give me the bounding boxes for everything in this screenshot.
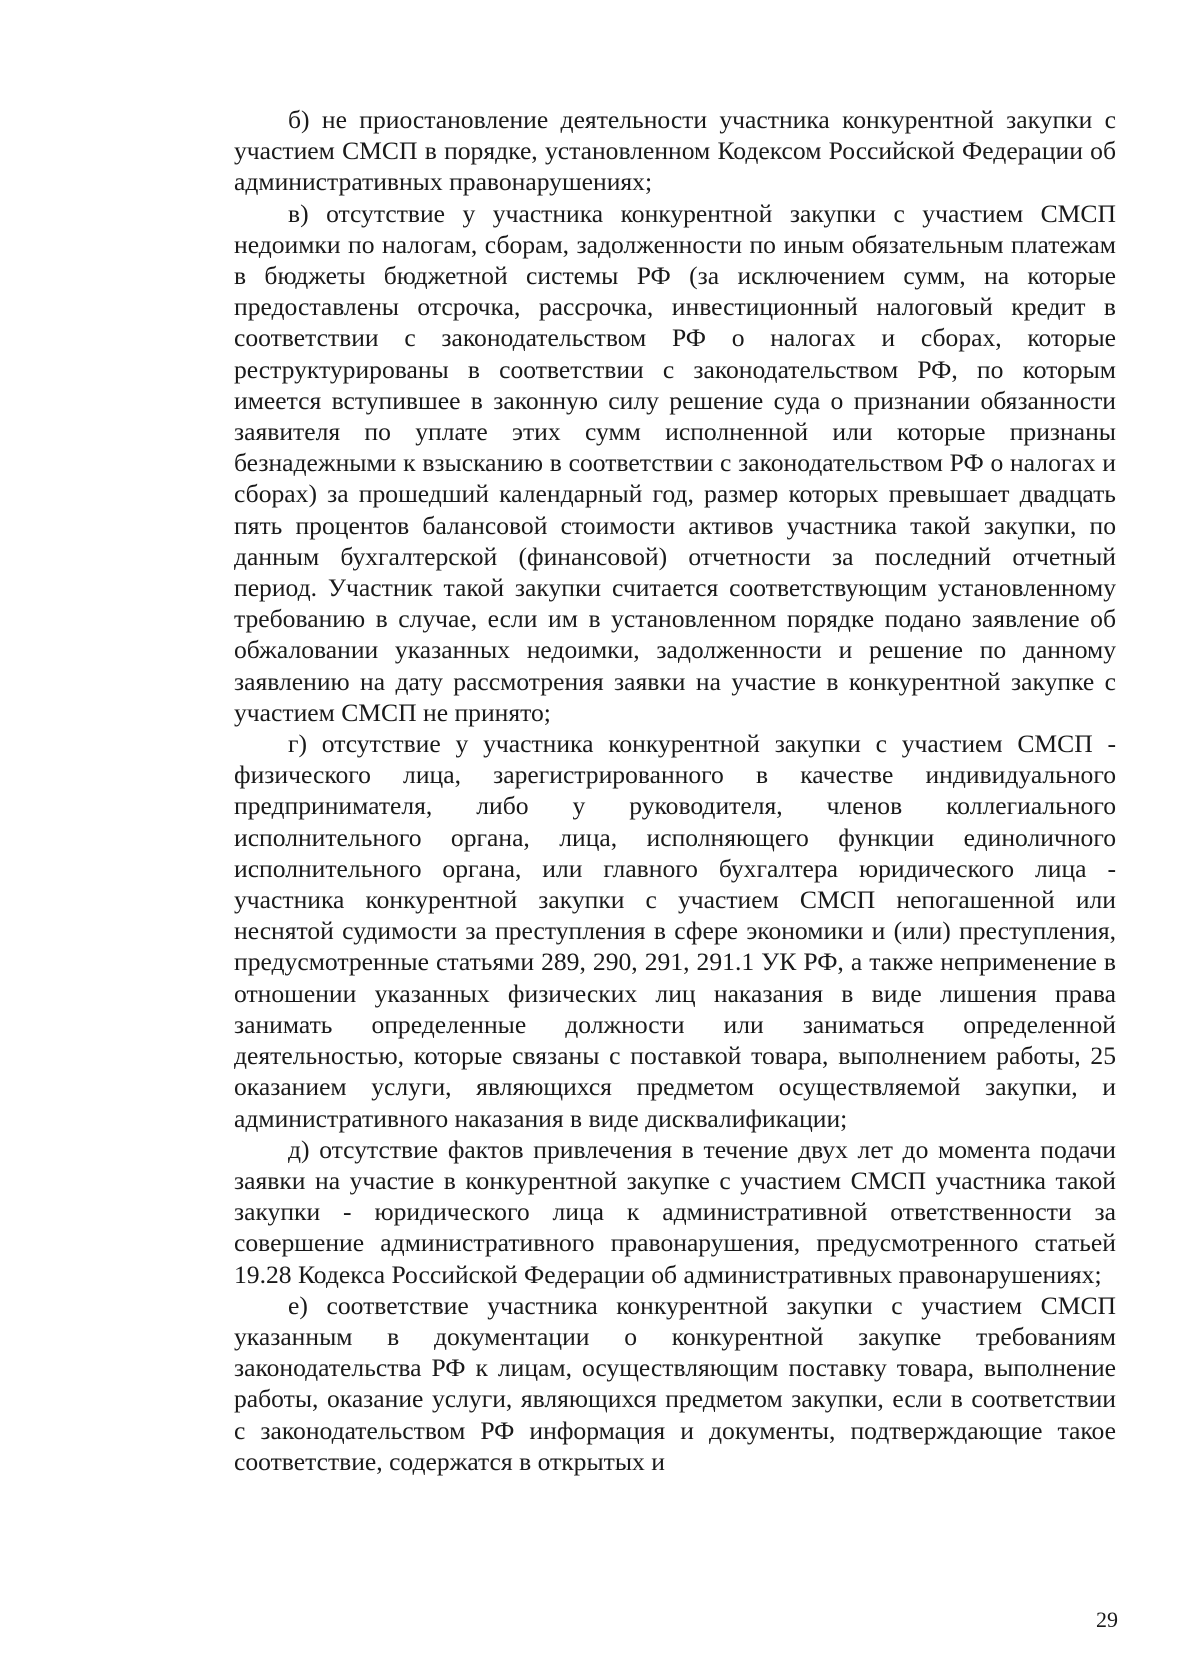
paragraph-b: б) не приостановление деятельности участника конкурентной закупки с участием СМСП в порядке, установленном Кодексом Российской Федерации об административных правонарушениях; (234, 105, 1116, 197)
paragraph-d: д) отсутствие фактов привлечения в течение двух лет до момента подачи заявки на участие в конкурентной закупке с участием СМСП участника такой закупки - юридического лица к административной ответственности за совершение административного правонарушения, предусмотренного статьей 19.28 Кодекса Российской Федерации об административных правонарушениях; (234, 1134, 1116, 1289)
paragraph-g: г) отсутствие у участника конкурентной закупки с участием СМСП - физического лица, зарегистрированного в качестве индивидуального предпринимателя, либо у руководителя, членов коллегиального исполнительного органа, лица, исполняющего функции единоличного исполнительного органа, или главного бухгалтера юридического лица - участника конкурентной закупки с участием СМСП непогашенной или неснятой судимости за преступления в сфере экономики и (или) преступления, предусмотренные статьями 289, 290, 291, 291.1 УК РФ, а также неприменение в отношении указанных физических лиц наказания в виде лишения права занимать определенные должности или заниматься определенной деятельностью, которые связаны с поставкой товара, выполнением работы, 25 оказанием услуги, являющихся предметом осуществляемой закупки, и административного наказания в виде дисквалификации; (234, 729, 1116, 1133)
paragraph-v: в) отсутствие у участника конкурентной закупки с участием СМСП недоимки по налогам, сборам, задолженности по иным обязательным платежам в бюджеты бюджетной системы РФ (за исключением сумм, на которые предоставлены отсрочка, рассрочка, инвестиционный налоговый кредит в соответствии с законодательством РФ о налогах и сборах, которые реструктурированы в соответствии с законодательством РФ, по которым имеется вступившее в законную силу решение суда о признании обязанности заявителя по уплате этих сумм исполненной или которые признаны безнадежными к взысканию в соответствии с законодательством РФ о налогах и сборах) за прошедший календарный год, размер которых превышает двадцать пять процентов балансовой стоимости активов участника такой закупки, по данным бухгалтерской (финансовой) отчетности за последний отчетный период. Участник такой закупки считается соответствующим установленному требованию в случае, если им в установленном порядке подано заявление об обжаловании указанных недоимки, задолженности и решение по данному заявлению на дату рассмотрения заявки на участие в конкурентной закупке с участием СМСП не принято; (234, 198, 1116, 727)
page-number: 29 (1096, 1607, 1118, 1632)
paragraph-e: е) соответствие участника конкурентной закупки с участием СМСП указанным в документации о конкурентной закупке требованиям законодательства РФ к лицам, осуществляющим поставку товара, выполнение работы, оказание услуги, являющихся предметом закупки, если в соответствии с законодательством РФ информация и документы, подтверждающие такое соответствие, содержатся в открытых и (234, 1290, 1116, 1476)
document-body (234, 104, 1116, 1477)
